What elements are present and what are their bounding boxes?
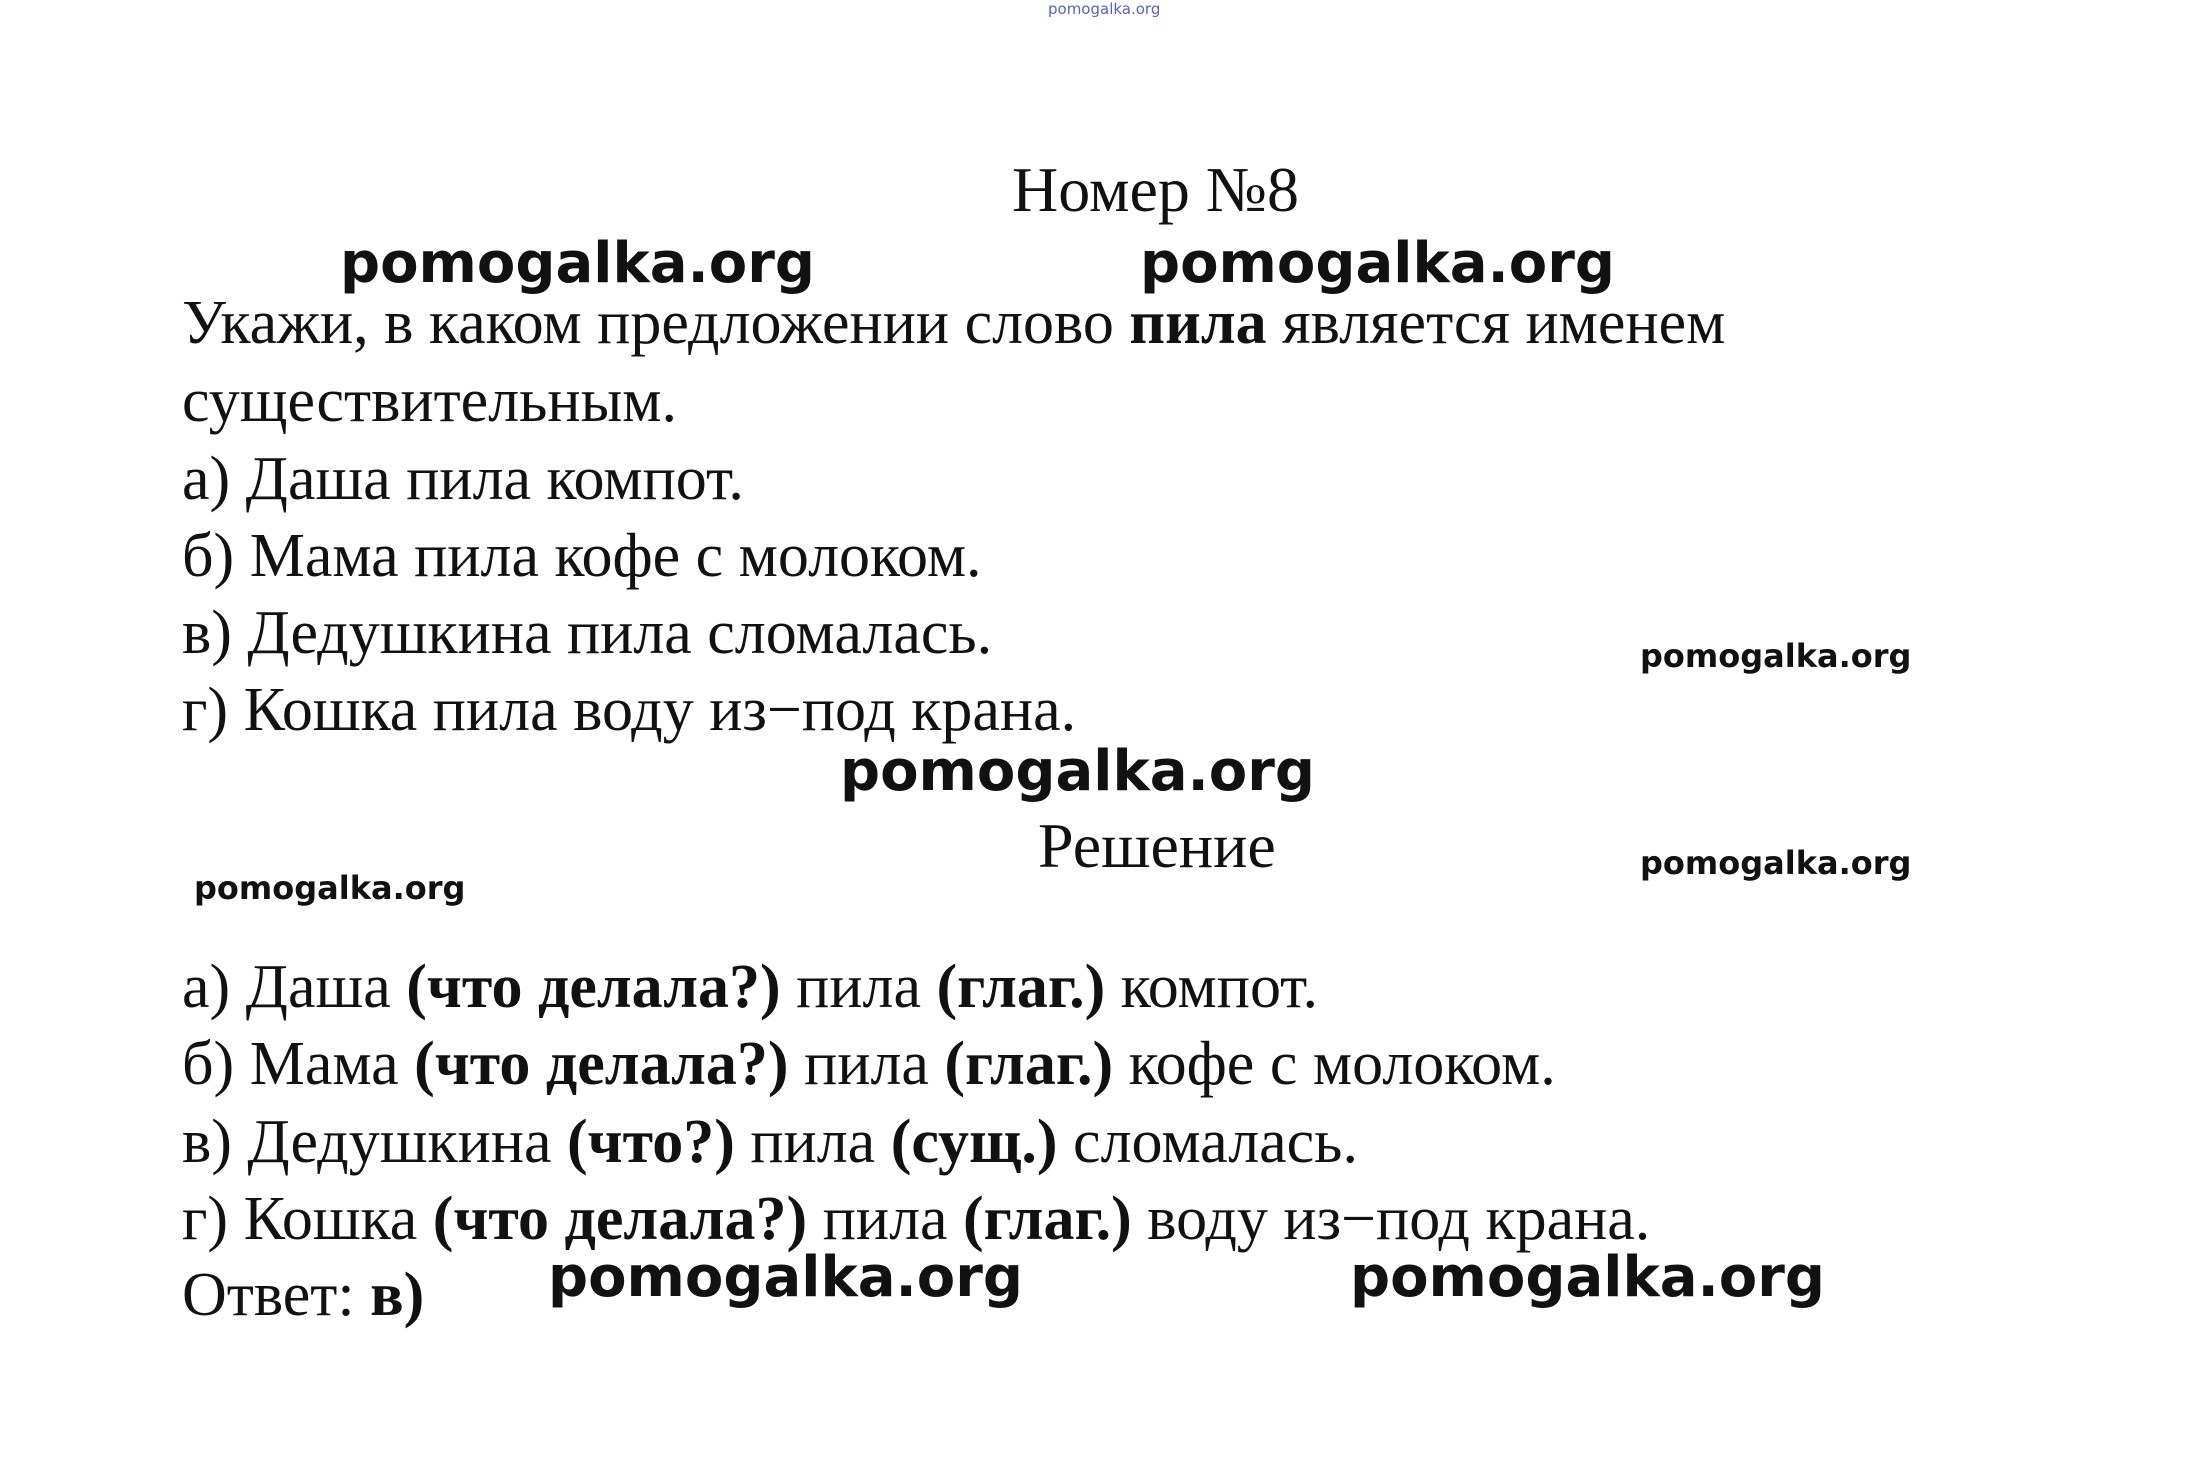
task-option: г) Кошка пила воду из−под крана. bbox=[182, 676, 1077, 744]
task-option: б) Мама пила кофе с молоком. bbox=[182, 522, 982, 590]
watermark: pomogalka.org bbox=[840, 739, 1315, 804]
answer-label: Ответ: bbox=[182, 1261, 371, 1329]
watermark: pomogalka.org bbox=[1140, 231, 1615, 296]
solution-heading: Решение bbox=[1038, 810, 1276, 881]
watermark: pomogalka.org bbox=[194, 869, 466, 907]
watermark: pomogalka.org bbox=[340, 231, 815, 296]
watermark: pomogalka.org bbox=[1350, 1245, 1825, 1310]
task-text: является именем bbox=[1266, 289, 1726, 357]
solution-line: а) Даша (что делала?) пила (глаг.) компот. bbox=[182, 953, 1319, 1021]
task-keyword: пила bbox=[1129, 289, 1267, 357]
task-option: в) Дедушкина пила сломалась. bbox=[182, 599, 993, 667]
watermark: pomogalka.org bbox=[548, 1245, 1023, 1310]
watermark: pomogalka.org bbox=[1640, 844, 1912, 882]
task-option: а) Даша пила компот. bbox=[182, 445, 744, 513]
answer-line bbox=[182, 1261, 425, 1329]
solution-line: б) Мама (что делала?) пила (глаг.) кофе с молоком. bbox=[182, 1030, 1556, 1098]
task-line-2: существительным. bbox=[182, 367, 677, 435]
header-watermark: pomogalka.org bbox=[1048, 0, 1161, 18]
page-title: Номер №8 bbox=[1012, 154, 1299, 225]
solution-line: г) Кошка (что делала?) пила (глаг.) воду из−под крана. bbox=[182, 1185, 1651, 1253]
answer-value: в) bbox=[370, 1261, 425, 1329]
task-line-1 bbox=[182, 289, 1726, 357]
solution-line: в) Дедушкина (что?) пила (сущ.) сломалась. bbox=[182, 1108, 1358, 1176]
task-text: Укажи, в каком предложении слово bbox=[182, 289, 1130, 357]
watermark: pomogalka.org bbox=[1640, 637, 1912, 675]
